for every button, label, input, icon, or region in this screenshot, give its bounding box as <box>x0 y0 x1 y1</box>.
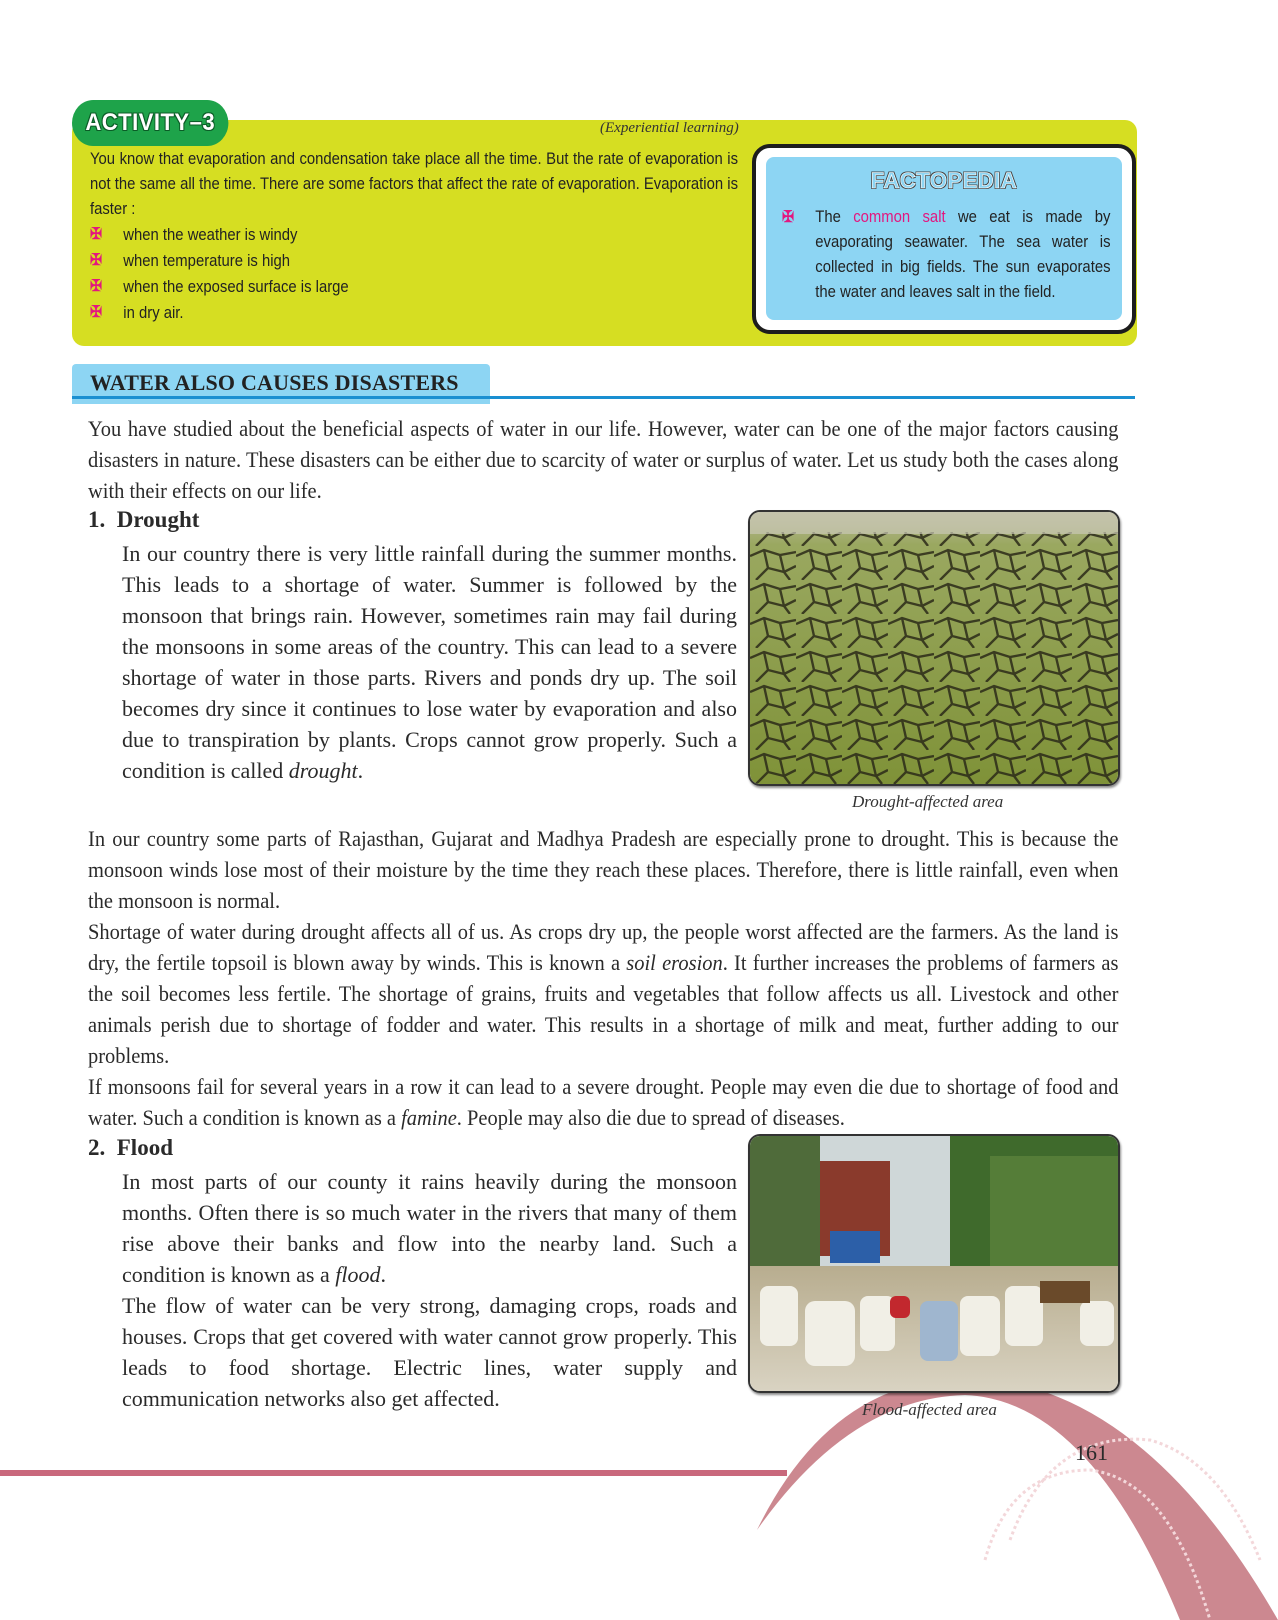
list-item: ✠ in dry air. <box>90 300 738 326</box>
drought-photo <box>748 510 1120 786</box>
activity-factor-list <box>90 222 738 326</box>
famine-term: famine <box>401 1105 457 1130</box>
flood-term: flood <box>335 1262 381 1287</box>
maltese-cross-bullet-icon: ✠ <box>90 304 103 321</box>
drought-effects-paragraph: Shortage of water during drought affects all of us. As crops dry up, the people worst affected are the farmers. As the land is dry, the fertile topsoil is blown away by winds. This is known a soil erosion. It further increases the problems of farmers as the soil becomes less fertile. The shortage of grains, fruits and vegetables that follow affects us all. Livestock and other animals perish due to shortage of fodder and water. This results in a shortage of milk and meat, further adding to our problems. <box>88 919 1119 1068</box>
factopedia-body <box>782 205 1111 305</box>
drought-caption: Drought-affected area <box>852 792 1004 811</box>
maltese-cross-bullet-icon: ✠ <box>90 226 103 243</box>
list-item: ✠ when temperature is high <box>90 248 738 274</box>
list-item: ✠ when the exposed surface is large <box>90 274 738 300</box>
flood-scene-image <box>750 1136 1118 1391</box>
activity-tag: (Experiential learning) <box>600 120 739 136</box>
factopedia-title: FACTOPEDIA <box>870 168 1018 193</box>
highlight-term: common salt <box>853 208 946 226</box>
drought-term: drought <box>288 758 358 783</box>
drought-regions-paragraph: In our country some parts of Rajasthan, Gujarat and Madhya Pradesh are especially prone to drought. This is because the monsoon winds lose most of their moisture by the time they reach these places. Therefore, there is little rainfall, even when the monsoon is normal. <box>88 826 1119 913</box>
soil-erosion-term: soil erosion <box>626 950 723 975</box>
drought-paragraph: In our country there is very little rainfall during the summer months. This leads to a shortage of water. Summer is followed by the monsoon that brings rain. However, sometimes rain may fail during the monsoons in some areas of the country. This can lead to a severe shortage of water in those parts. Rivers and ponds dry up. The soil becomes dry since it continues to lose water by evaporation and also due to transpiration by plants. Crops cannot grow properly. Such a condition is called drought. <box>122 541 737 783</box>
drought-heading: 1. Drought <box>88 507 200 532</box>
section-title: WATER ALSO CAUSES DISASTERS <box>90 370 459 395</box>
cracked-earth-image <box>750 512 1118 784</box>
activity-badge: ACTIVITY–3 <box>72 100 228 146</box>
flood-caption: Flood-affected area <box>862 1400 997 1419</box>
maltese-cross-bullet-icon: ✠ <box>782 209 795 226</box>
flood-photo <box>748 1134 1120 1393</box>
activity-intro: You know that evaporation and condensation take place all the time. But the rate of evaporation is not the same all the time. There are some factors that affect the rate of evaporation. Evaporation is faster : <box>90 150 738 218</box>
factopedia-fact: ✠ The common salt we eat is made by evaporating seawater. The sea water is collected in big fields. The sun evaporates the water and leaves salt in the field. <box>782 205 1111 305</box>
footer-rule <box>0 1470 787 1476</box>
page-number: 161 <box>1075 1440 1108 1465</box>
flood-paragraph: In most parts of our county it rains heavily during the monsoon months. Often there is so much water in the rivers that many of them rise above their banks and flow into the nearby land. Such a condition is known as a flood. <box>122 1169 737 1287</box>
maltese-cross-bullet-icon: ✠ <box>90 278 103 295</box>
section-divider <box>72 396 1135 399</box>
flood-effects-paragraph: The flow of water can be very strong, damaging crops, roads and houses. Crops that get covered with water cannot grow properly. This leads to food shortage. Electric lines, water supply and communication networks also get affected. <box>122 1293 737 1411</box>
section-intro: You have studied about the beneficial aspects of water in our life. However, water can be one of the major factors causing disasters in nature. These disasters can be either due to scarcity of water or surplus of water. Let us study both the cases along with their effects on our life. <box>88 416 1119 503</box>
famine-paragraph: If monsoons fail for several years in a row it can lead to a severe drought. People may even die due to shortage of food and water. Such a condition is known as a famine. People may also die due to spread of diseases. <box>88 1074 1119 1130</box>
activity-text <box>90 147 738 326</box>
flood-heading: 2. Flood <box>88 1135 173 1160</box>
list-item: ✠ when the weather is windy <box>90 222 738 248</box>
maltese-cross-bullet-icon: ✠ <box>90 252 103 269</box>
